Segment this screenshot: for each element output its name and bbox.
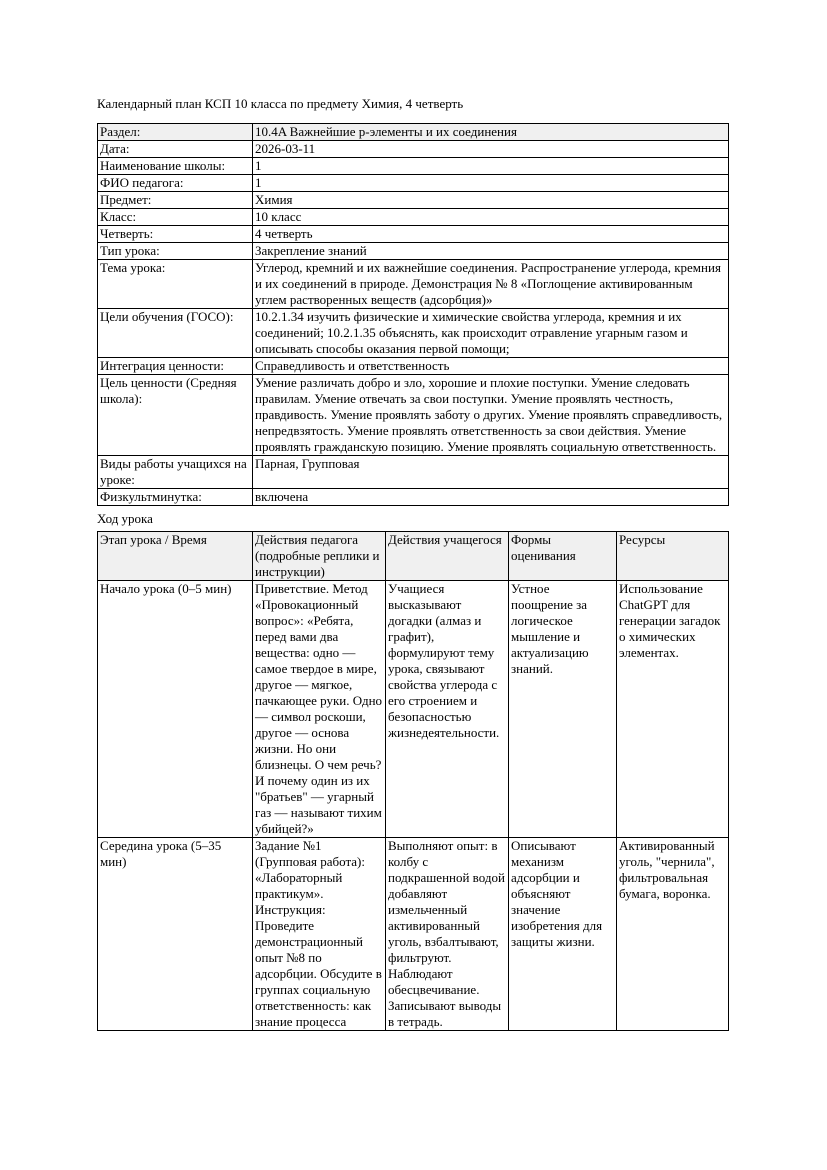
lesson-cell-stage: Середина урока (5–35 мин): [98, 838, 253, 1031]
lesson-row: [98, 581, 729, 838]
info-row: [98, 175, 729, 192]
info-row: [98, 489, 729, 506]
lesson-flow-table: [97, 531, 729, 1031]
lesson-table-header: Этап урока / Время: [98, 532, 253, 581]
info-row: [98, 124, 729, 141]
info-row: [98, 141, 729, 158]
lesson-cell-assessment: Устное поощрение за логическое мышление и актуализацию знаний.: [509, 581, 617, 838]
lesson-cell-student: Выполняют опыт: в колбу с подкрашенной водой добавляют измельченный активированный уголь, взбалтывают, фильтруют. Наблюдают обесцвечивание. Записывают выводы в тетрадь.: [386, 838, 509, 1031]
info-label: Раздел:: [98, 124, 253, 141]
info-row: [98, 309, 729, 358]
lesson-table-header: Действия педагога (подробные реплики и инструкции): [253, 532, 386, 581]
info-row: [98, 243, 729, 260]
info-label: Цели обучения (ГОСО):: [98, 309, 253, 358]
info-label: ФИО педагога:: [98, 175, 253, 192]
info-label: Физкультминутка:: [98, 489, 253, 506]
info-value: 4 четверть: [253, 226, 729, 243]
info-value: Парная, Групповая: [253, 456, 729, 489]
info-row: [98, 192, 729, 209]
lesson-cell-stage: Начало урока (0–5 мин): [98, 581, 253, 838]
info-label: Тип урока:: [98, 243, 253, 260]
info-label: Виды работы учащихся на уроке:: [98, 456, 253, 489]
info-label: Наименование школы:: [98, 158, 253, 175]
info-value: 10 класс: [253, 209, 729, 226]
info-label: Тема урока:: [98, 260, 253, 309]
info-value: включена: [253, 489, 729, 506]
info-value: 1: [253, 158, 729, 175]
lesson-cell-teacher: Задание №1 (Групповая работа): «Лабораторный практикум». Инструкция: Проведите демонстрационный опыт №8 по адсорбции. Обсудите в группах социальную ответственность: как знание процесса: [253, 838, 386, 1031]
lesson-cell-assessment: Описывают механизм адсорбции и объясняют значение изобретения для защиты жизни.: [509, 838, 617, 1031]
info-row: [98, 358, 729, 375]
info-label: Цель ценности (Средняя школа):: [98, 375, 253, 456]
document-content: [97, 96, 729, 1031]
document-title: Календарный план КСП 10 класса по предмету Химия, 4 четверть: [97, 96, 464, 111]
info-value: Углерод, кремний и их важнейшие соединения. Распространение углерода, кремния и их соединений в природе. Демонстрация № 8 «Поглощение активированным углем растворенных веществ (адсорбция)»: [253, 260, 729, 309]
info-value: 1: [253, 175, 729, 192]
lesson-cell-student: Учащиеся высказывают догадки (алмаз и графит), формулируют тему урока, связывают свойства углерода с его строением и безопасностью жизнедеятельности.: [386, 581, 509, 838]
info-row: [98, 375, 729, 456]
info-label: Класс:: [98, 209, 253, 226]
info-value: 10.2.1.34 изучить физические и химические свойства углерода, кремния и их соединений; 10.2.1.35 объяснять, как происходит отравление угарным газом и описывать способы оказания первой помощи;: [253, 309, 729, 358]
info-row: [98, 158, 729, 175]
info-value: Химия: [253, 192, 729, 209]
info-row: [98, 226, 729, 243]
lesson-row: [98, 838, 729, 1031]
info-row: [98, 209, 729, 226]
info-value: Закрепление знаний: [253, 243, 729, 260]
lesson-cell-resources: Использование ChatGPT для генерации загадок о химических элементах.: [617, 581, 729, 838]
lesson-table-header-row: [98, 532, 729, 581]
info-value: 10.4A Важнейшие р-элементы и их соединения: [253, 124, 729, 141]
info-value: Справедливость и ответственность: [253, 358, 729, 375]
lesson-info-table: [97, 123, 729, 506]
info-label: Дата:: [98, 141, 253, 158]
lesson-table-header: Ресурсы: [617, 532, 729, 581]
info-label: Предмет:: [98, 192, 253, 209]
info-value: Умение различать добро и зло, хорошие и плохие поступки. Умение следовать правилам. Умение отвечать за свои поступки. Умение проявлять честность, правдивость. Умение проявлять заботу о других. Умение проявлять справедливость, непредвзятость. Умение проявлять ответственность за свои действия. Умение проявлять гражданскую позицию. Умение проявлять социальную ответственность.: [253, 375, 729, 456]
info-row: [98, 456, 729, 489]
lesson-table-header: Действия учащегося: [386, 532, 509, 581]
lesson-flow-heading: Ход урока: [97, 511, 153, 526]
info-row: [98, 260, 729, 309]
info-value: 2026-03-11: [253, 141, 729, 158]
lesson-cell-teacher: Приветствие. Метод «Провокационный вопрос»: «Ребята, перед вами два вещества: одно — самое твердое в мире, другое — мягкое, пачкающее руки. Одно — символ роскоши, другое — основа жизни. Но они близнецы. О чем речь? И почему один из их "братьев" — угарный газ — называют тихим убийцей?»: [253, 581, 386, 838]
info-label: Четверть:: [98, 226, 253, 243]
info-label: Интеграция ценности:: [98, 358, 253, 375]
lesson-cell-resources: Активированный уголь, "чернила", фильтровальная бумага, воронка.: [617, 838, 729, 1031]
lesson-table-header: Формы оценивания: [509, 532, 617, 581]
